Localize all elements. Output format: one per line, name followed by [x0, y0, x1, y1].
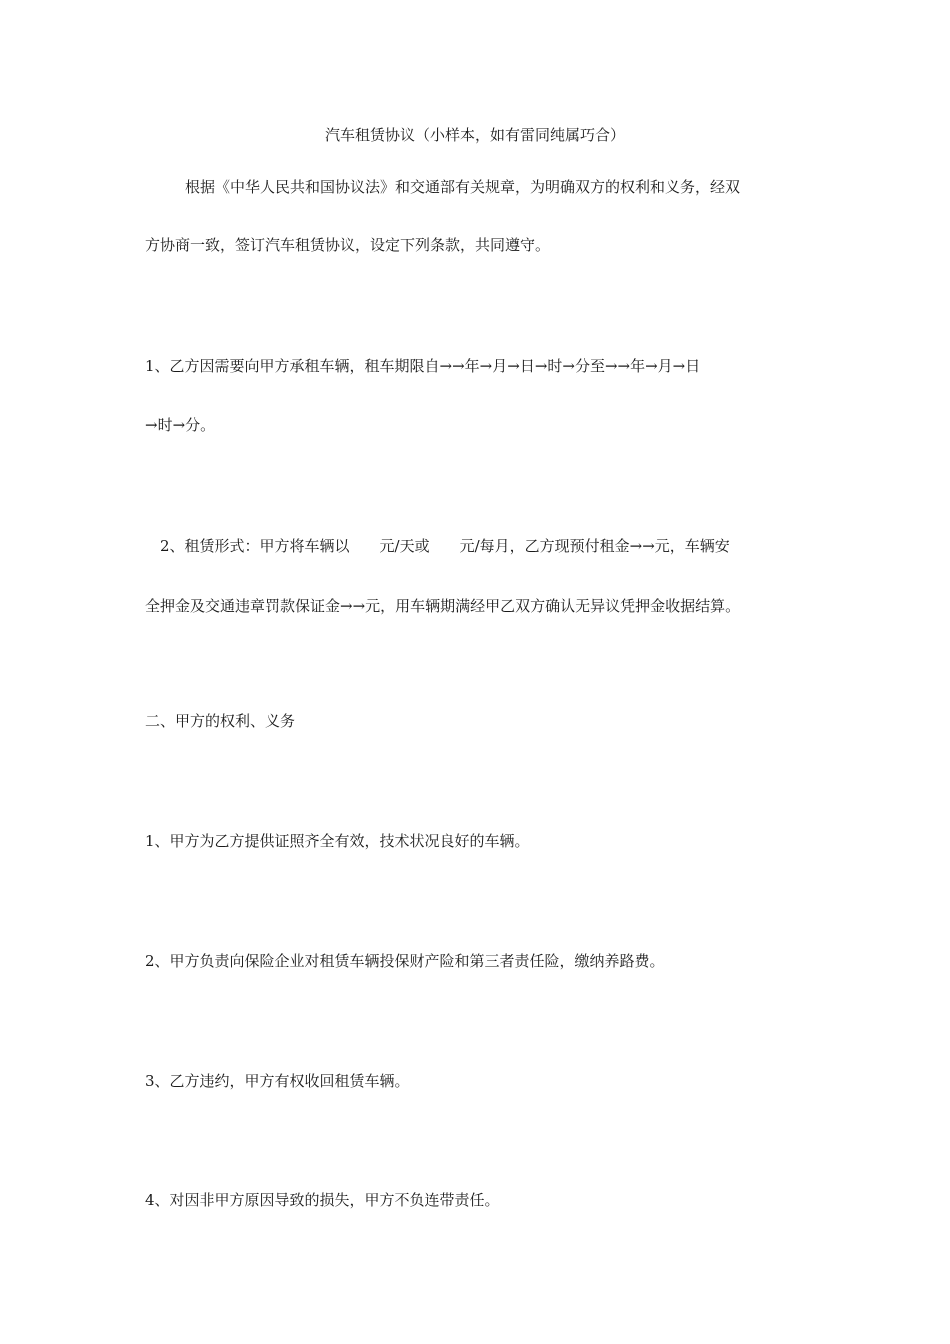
clause-2-line-1: 2、租赁形式：甲方将车辆以 元/天或 元/每月，乙方现预付租金→→元，车辆安 — [160, 537, 730, 555]
list-item: 1、甲方为乙方提供证照齐全有效，技术状况良好的车辆。 — [145, 832, 530, 850]
list-item: 2、甲方负责向保险企业对租赁车辆投保财产险和第三者责任险，缴纳养路费。 — [145, 952, 665, 970]
section-heading: 二、甲方的权利、义务 — [145, 712, 296, 730]
clause-1-line-1: 1、乙方因需要向甲方承租车辆，租车期限自→→年→月→日→时→分至→→年→月→日 — [145, 357, 701, 375]
intro-paragraph-line-1: 根据《中华人民共和国协议法》和交通部有关规章，为明确双方的权利和义务，经双 — [185, 178, 741, 196]
clause-1-line-2: →时→分。 — [145, 416, 216, 434]
document-title: 汽车租赁协议（小样本，如有雷同纯属巧合） — [324, 126, 625, 144]
list-item: 4、对因非甲方原因导致的损失，甲方不负连带责任。 — [145, 1191, 500, 1209]
intro-paragraph-line-2: 方协商一致，签订汽车租赁协议，设定下列条款，共同遵守。 — [145, 236, 551, 254]
list-item: 3、乙方违约，甲方有权收回租赁车辆。 — [145, 1072, 410, 1090]
clause-2-line-2: 全押金及交通违章罚款保证金→→元，用车辆期满经甲乙双方确认无异议凭押金收据结算。 — [145, 597, 741, 615]
